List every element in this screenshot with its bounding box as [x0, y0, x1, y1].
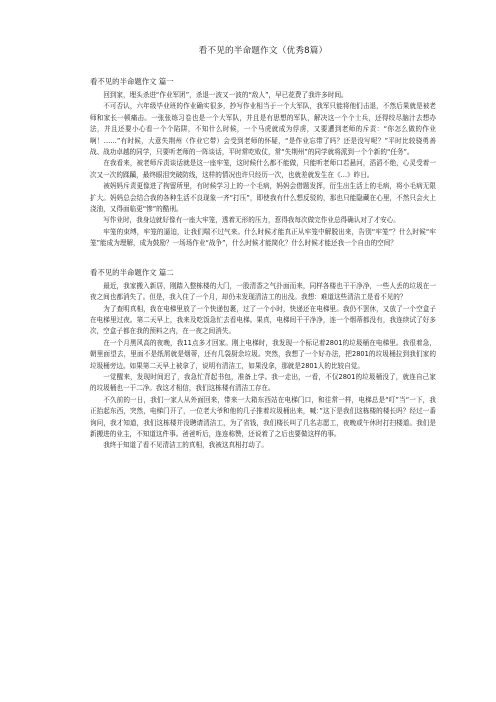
document-title: 看不见的半命题作文（优秀8篇） — [198, 46, 328, 56]
paragraph: 不久前的一日，我们一家人从外面回来，带来一大箱东西站在电梯门口，和往常一样，电梯总是“叮”当“一下，我正抬起东西，突然，电梯门开了，一位老大爷和他的几子推着垃圾桶出来，喊：”这下是我们这栋楼的楼长吗？经过一番询问，我才知道，我们这栋楼并没聘请清洁工，为了省钱，我们楼长叫了几名志愿工，夜晚或午休时打扫楼道。我们是新搬进的业主，不知道这件事。爸爸听后，连连称赞，还说着了之后也要做这样的事。 — [90, 395, 436, 438]
paragraph: 牢笼的束缚，牢笼的逼迫，让我们喘不过气来。什么时候才能真正从牢笼中解脱出来，告别“牢笼”？什么时候“牢笼”能成为理解，成为鼓励？一场场作业“战争”，什么时候才能简化？什么时候才能还我一个自由的空间？ — [90, 227, 436, 248]
section-heading: 看不见的半命题作文 篇一 — [90, 77, 174, 86]
paragraph: 为了查明真相，我在电梯里放了一个快递包裹，过了一个小时，快递还在电梯里。我仍不罢休，又放了一个空盒子在电梯里过夜。第二天早上，我来及吃饭急忙去看电梯。果真，电梯间干干净净，连一个烟蒂都没有，我连续试了好多次，空盒子都在我的预料之内，在一夜之间消失。 — [90, 304, 436, 336]
paragraph: 被妈妈斥责更像进了拘留所里，有时候学习上的一个毛病，妈妈会借题发挥，衍生出生活上的毛病，将小毛病无限扩大。妈妈总会结合我的各种生活不良现象一齐“打压”，即使我有什么想反驳的，那也只能隐藏在心里，不然只会火上浇油，又得面临更“惨”的酷刑。 — [90, 182, 436, 214]
paragraph: 回到家，埋头杀进“作业军团”，杀退一波又一波的“敌人”，早已花费了我许多时间。 — [103, 91, 348, 99]
paragraph: 最近，我家搬入新居，刚踏入整栋楼的大门，一股清香之气扑面而来，同样各楼也干干净净，一些人丢的垃圾在一夜之间也都消失了。但是，我入住了一个月，却仍未发现清洁工的出没。我想：难道这些清洁工是看不见的？ — [90, 281, 436, 302]
paragraph: 在我看来，被老师斥责谈话就是这一座牢笼，这时候什么都不能做，只能听老师口若悬河，滔滔不绝，心灵受着一次又一次的蹂躏，最终眼泪突破防线，这样的情况也许只经历一次，也就差就发生在《…》昨日。 — [90, 159, 436, 179]
section-spacer — [90, 259, 436, 267]
essay-section-2 — [90, 267, 436, 452]
section-heading: 看不见的半命题作文 篇二 — [90, 267, 174, 277]
paragraph: 在一个月黑风高的夜晚，我11点多才回家。刚上电梯时，我发现一个标记着2801的垃圾桶在电梯里。我很着急，朝里面望去，里面不是纸屑就是烟蒂，还有几袋厨余垃圾。突然，我想了一个好办法，把2801的垃圾桶拉到我们家的垃圾桶旁边。如果第二天早上被拿了，说明有清洁工，如果没拿，那就是2801人的比较自觉。 — [90, 338, 436, 370]
paragraph: 我终于知道了看不见清洁工的真相，我被这真相打动了。 — [103, 441, 269, 450]
paragraph: 不可否认，六年级毕业班的作业确实很多，抄写作业相当于一个大军队，我军只能将他们击退，不然后果就是被老师和家长一顿痛击。一张张练习卷也是一个大军队，并且是有思想的军队，解决这一个个士兵，还得绞尽脑汁去想办法，并且还要小心看一个个陷阱，不知什么时候，一个马虎就成为俘虏，又要遭到老师的斥责：“你怎么做的作业啊！……”有时候，大意失荆州（作业它带）会受到老师的怀疑，“是作业忘带了吗？还是没写呢？”平时比较骁勇善战、战功卓越的同学，只要听老师的一阵谈话，平时常吃败仗，常“失荆州”的同学就将派到一个个新的“任务”。 — [90, 102, 436, 157]
essay-section-1 — [90, 76, 436, 250]
paragraph: 一觉醒来，发现时间迟了，我急忙背起书包，准备上学。我一走出，一看，不仅2801的垃圾桶没了，就连自己家的垃圾桶也一干二净。我这才相信，我们这栋楼有清洁工存在。 — [90, 372, 436, 393]
paragraph: 写作业时，我身边就好像有一座大牢笼，透着无形的压力，惹得我每次做完作业总得确认对了才安心。 — [103, 216, 400, 225]
